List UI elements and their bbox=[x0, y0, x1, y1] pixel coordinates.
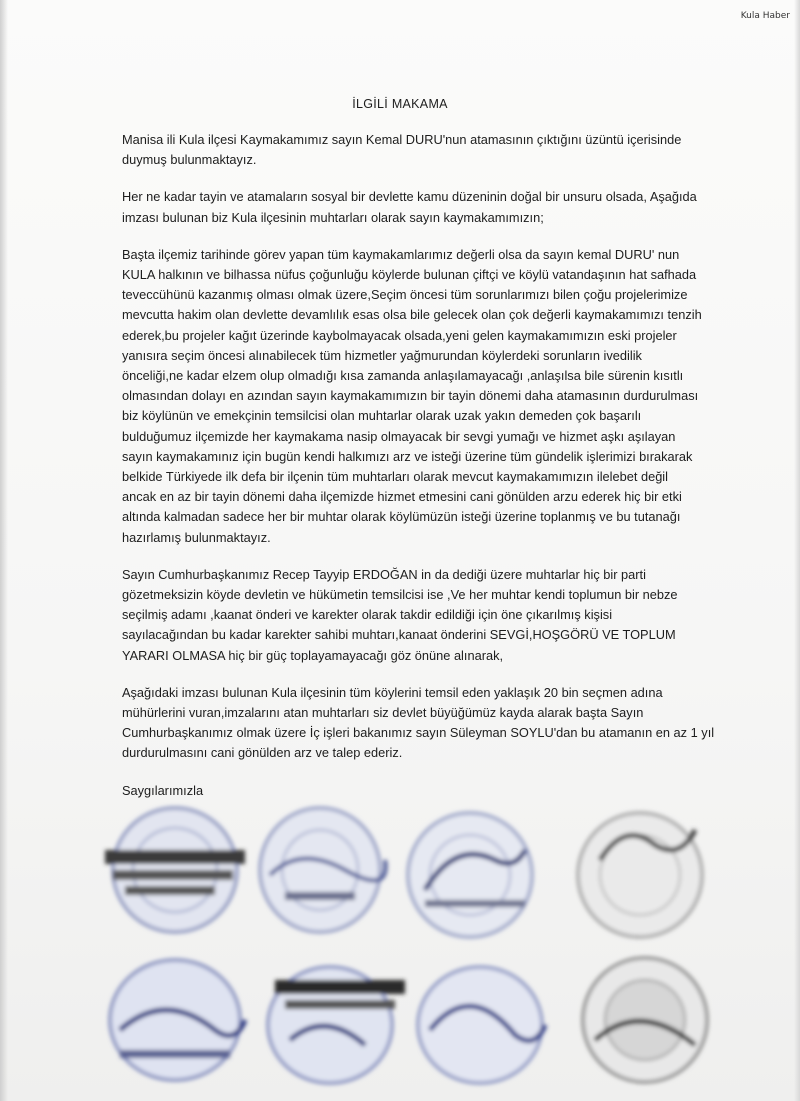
text-line: belkide Türkiyede ilk defa bir ilçenin tüm muhtarları olarak mevcut kaymakamımızın ilelebet değil bbox=[122, 469, 668, 485]
text-line: Saygılarımızla bbox=[122, 782, 204, 798]
text-line: altında kalmadan sadece her bir muhtar olarak köylümüzün isteği üzerine toplanmış ve bu tutanağı bbox=[122, 509, 681, 525]
text-line: önceliği,ne kadar elzem olup olmadığı kısa zamanda anlaşılamayacağı ,anlaşılsa bile sürenin kısıtlı bbox=[122, 368, 684, 384]
official-stamp-8 bbox=[583, 958, 707, 1082]
text-line: bulduğumuz ilçemizde her kaymakama nasip olmayacak bir sevgi yumağı ve hizmet aşkı aşılayan bbox=[122, 428, 676, 444]
text-line: duymuş bulunmaktayız. bbox=[122, 152, 257, 168]
text-line: Manisa ili Kula ilçesi Kaymakamımız sayın Kemal DURU'nun atamasının çıktığını üzüntü içerisinde bbox=[122, 132, 682, 147]
text-line: ederek,bu projeler kağıt üzerinde kaybolmayacak olsada,yeni gelen kaymakamımızın eski projeler bbox=[122, 327, 677, 343]
text-line: yanısıra seçim öncesi alınabilecek tüm hizmetler yağmurundan köylerdeki sorunların ivedilik bbox=[122, 347, 642, 363]
stamps-signatures-area bbox=[95, 800, 735, 1090]
official-stamp-4 bbox=[578, 813, 702, 937]
text-line: olmasından dolayı en azından sayın kaymakamımızın bir tayin dönemi daha atamasının durdurulması bbox=[122, 388, 699, 404]
paragraph-6 bbox=[122, 781, 732, 801]
paragraph-2 bbox=[122, 187, 732, 227]
official-stamp-7 bbox=[418, 967, 545, 1083]
text-line: Her ne kadar tayin ve atamaların sosyal bir devlette kamu düzeninin doğal bir unsuru olsada, Aşağıda bbox=[122, 189, 697, 205]
text-line: sayılacağından bu kadar karekter sahibi muhtarı,kanaat önderini SEVGİ,HOŞGÖRÜ VE TOPLUM bbox=[122, 627, 676, 643]
text-line: Başta ilçemiz tarihinde görev yapan tüm kaymakamlarımız değerli olsa da sayın kemal DURU' nun bbox=[122, 246, 680, 262]
text-line: mevcutta hakim olan devlette devamlılık esas olsa bile gelecek olan çok değerli kaymakamımızı tenzih bbox=[122, 307, 702, 323]
paragraph-1 bbox=[122, 130, 732, 170]
text-line: ancak en az bir tayin dönemi daha ilçemizde hizmet etmesini cani gönülden arzu ederek hiç bir etki bbox=[122, 489, 682, 505]
text-line: Cumhurbaşkanımız olmak üzere İç işleri bakanımız sayın Süleyman SOYLU'dan bu atamanın en az 1 yıl bbox=[122, 725, 715, 741]
page-edge-shadow-right bbox=[794, 0, 800, 1101]
official-stamp-2 bbox=[260, 808, 386, 932]
document-body bbox=[122, 130, 732, 818]
page-edge-shadow-left bbox=[0, 0, 8, 1101]
text-line: imzası bulunan biz Kula ilçesinin muhtarları olarak sayın kaymakamımızın; bbox=[122, 209, 544, 225]
text-line: YARARI OLMASA hiç bir güç toplayamayacağı göz önüne alınarak, bbox=[122, 647, 504, 663]
text-line: KULA halkının ve bilhassa nüfus çoğunluğu köylerde bulunan çiftçi ve köylü vatandaşının hat safhada bbox=[122, 267, 697, 283]
text-line: sayın kaymakamınız için bugün kendi halkımızı arz ve isteği üzerine tüm gündelik işlerimizi bırakarak bbox=[122, 448, 693, 464]
text-line: mühürlerini vuran,imzalarını atan muhtarları siz devlet büyüğümüz kayda alarak başta Sayın bbox=[122, 705, 644, 721]
official-stamp-3 bbox=[408, 813, 532, 937]
official-stamp-5 bbox=[110, 960, 245, 1080]
paragraph-5 bbox=[122, 683, 732, 764]
document-title: İLGİLİ MAKAMA bbox=[352, 97, 448, 111]
text-line: hazırlamış bulunmaktayız. bbox=[122, 529, 271, 545]
official-stamp-6 bbox=[268, 967, 405, 1083]
watermark-label: Kula Haber bbox=[740, 11, 790, 21]
official-stamp-1 bbox=[105, 808, 245, 932]
text-line: teveccühünü kazanmış olması olmak üzere,Seçim öncesi tüm sorunlarımızı bilen çoğu projelerimize bbox=[122, 287, 688, 303]
text-line: seçilmiş adamı ,kaanat önderi ve karekter olarak takdir edildiği için öne çıkarılmış kişisi bbox=[122, 607, 613, 623]
text-line: gözetmeksizin köyde devletin ve hükümetin temsilcisi ise ,Ve her muhtar kendi toplumun bir nebze bbox=[122, 587, 678, 603]
paragraph-4 bbox=[122, 565, 732, 666]
text-line: durdurulmasını cani gönülden arz ve talep ederiz. bbox=[122, 745, 403, 761]
text-line: biz köylünün ve emekçinin temsilcisi olan muhtarlar olarak uzak yakın demeden çok başarılı bbox=[122, 408, 642, 424]
text-line: Sayın Cumhurbaşkanımız Recep Tayyip ERDOĞAN in da dediği üzere muhtarlar hiç bir parti bbox=[122, 566, 646, 582]
text-line: Aşağıdaki imzası bulunan Kula ilçesinin tüm köylerini temsil eden yaklaşık 20 bin seçmen adına bbox=[122, 684, 663, 700]
paragraph-3 bbox=[122, 245, 732, 548]
